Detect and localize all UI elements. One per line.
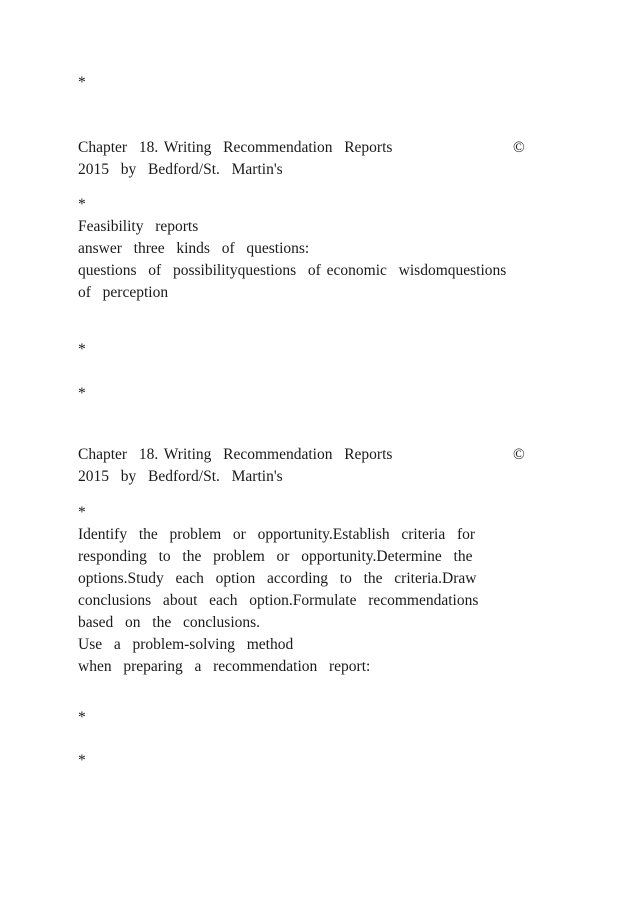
chapter-header-publisher: 2015 by Bedford/St. Martin's xyxy=(78,468,283,485)
slide-separator-asterisk: * xyxy=(78,74,86,91)
slide-separator-asterisk: * xyxy=(78,341,86,358)
body-line: answer three kinds of questions: xyxy=(78,240,310,257)
chapter-header-publisher: 2015 by Bedford/St. Martin's xyxy=(78,161,283,178)
body-line: questions of possibilityquestions of economic wisdomquestions xyxy=(78,262,507,279)
body-line: Use a problem-solving method xyxy=(78,636,294,653)
copyright-symbol: © xyxy=(513,446,525,463)
body-line: when preparing a recommendation report: xyxy=(78,658,371,675)
copyright-symbol: © xyxy=(513,139,525,156)
body-line: options.Study each option according to the criteria.Draw xyxy=(78,570,477,587)
body-line: of perception xyxy=(78,284,169,301)
slide-separator-asterisk: * xyxy=(78,504,86,521)
slide-separator-asterisk: * xyxy=(78,752,86,769)
chapter-header-title: Chapter 18. Writing Recommendation Reports xyxy=(78,139,393,156)
body-line: based on the conclusions. xyxy=(78,614,261,631)
chapter-header-title: Chapter 18. Writing Recommendation Reports xyxy=(78,446,393,463)
slide-separator-asterisk: * xyxy=(78,385,86,402)
body-line: Identify the problem or opportunity.Establish criteria for xyxy=(78,526,476,543)
body-line: Feasibility reports xyxy=(78,218,199,235)
body-line: responding to the problem or opportunity.Determine the xyxy=(78,548,473,565)
slide-separator-asterisk: * xyxy=(78,709,86,726)
body-line: conclusions about each option.Formulate recommendations xyxy=(78,592,479,609)
slide-separator-asterisk: * xyxy=(78,196,86,213)
